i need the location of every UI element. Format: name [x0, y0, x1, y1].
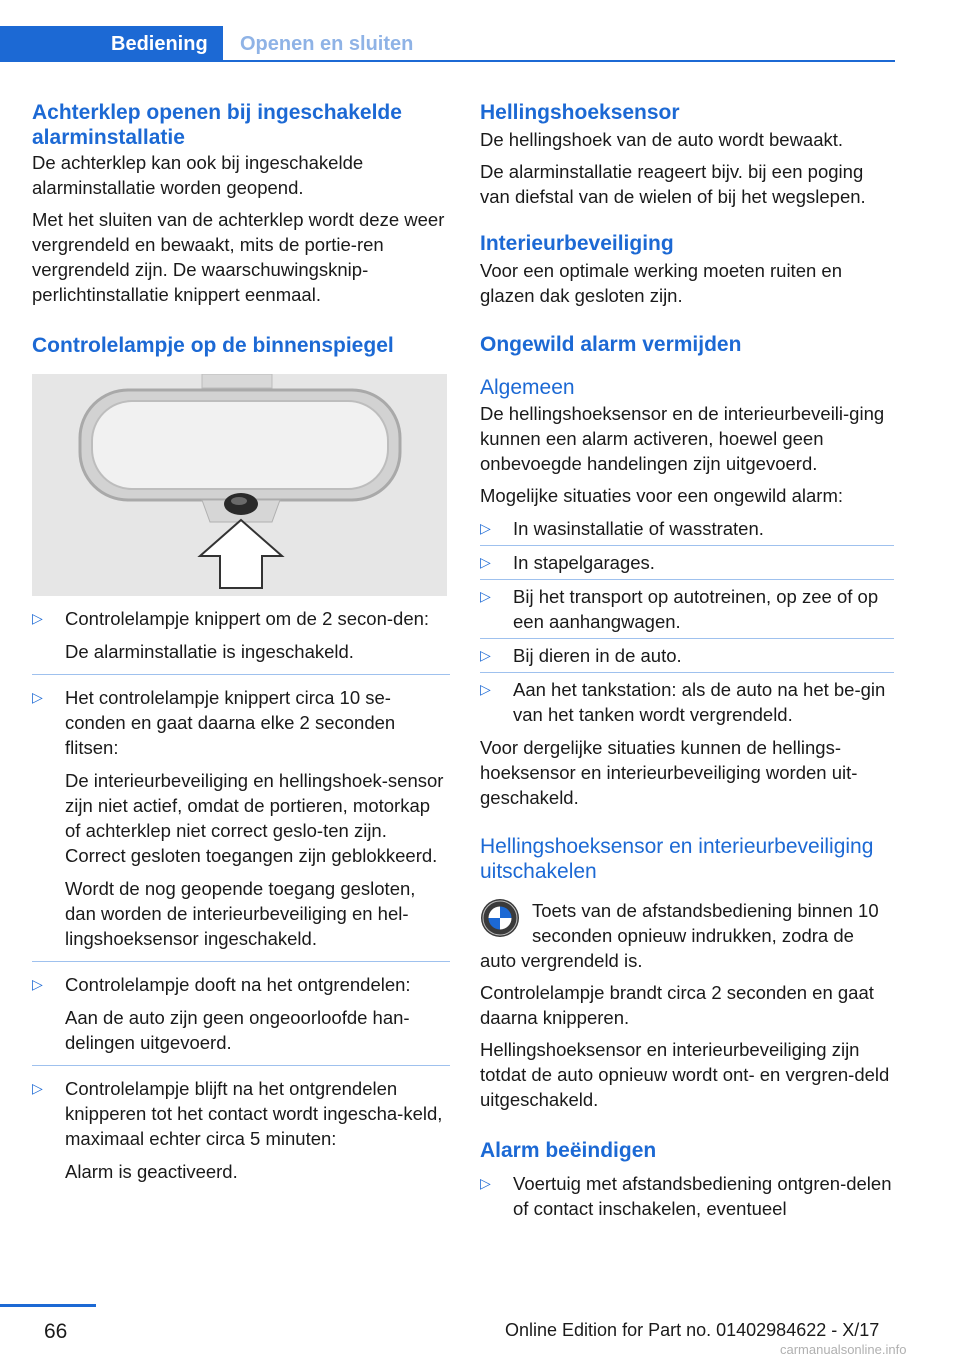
triangle-bullet-icon: ▷: [480, 554, 491, 570]
list-item: [32, 675, 450, 961]
list-item: [480, 673, 894, 731]
mirror-illustration: [32, 374, 447, 596]
triangle-bullet-icon: ▷: [480, 681, 491, 697]
triangle-bullet-icon: ▷: [32, 1080, 43, 1096]
triangle-bullet-icon: ▷: [480, 520, 491, 536]
list-item: [480, 580, 894, 638]
heading-ongewild-alarm: Ongewild alarm vermijden: [480, 333, 742, 356]
list-item-text: Bij het transport op autotreinen, op zee of op een aanhangwagen.: [513, 586, 879, 632]
paragraph: Hellingshoeksensor en interieurbeveiliging zijn totdat de auto opnieuw wordt ont- en vergren‐deld uitgeschakeld.: [480, 1039, 890, 1110]
paragraph: Toets van de afstandsbediening binnen 10 seconden opnieuw indrukken, zodra de auto vergrendeld is.: [480, 900, 879, 971]
list-item: [480, 639, 894, 672]
page-number: 66: [44, 1320, 68, 1343]
heading-uitschakelen: Hellingshoeksensor en interieurbeveiliging uitschakelen: [480, 835, 874, 883]
end-alarm-list: [480, 1171, 894, 1221]
tab-bediening[interactable]: Bediening: [0, 26, 223, 62]
remote-instruction: [480, 898, 894, 973]
right-column: [480, 100, 894, 1221]
heading-hellingshoeksensor: Hellingshoeksensor: [480, 101, 680, 124]
list-item: [32, 962, 450, 1065]
list-item-text: Het controlelampje knippert circa 10 se‐conden en gaat daarna elke 2 seconden flitsen:: [65, 687, 396, 758]
paragraph: Controlelampje brandt circa 2 seconden en gaat daarna knipperen.: [480, 982, 874, 1028]
list-item: [480, 546, 894, 579]
list-item-text: De alarminstallatie is ingeschakeld.: [65, 641, 354, 662]
edition-text: Online Edition for Part no. 01402984622 - X/17: [505, 1320, 880, 1340]
paragraph: Met het sluiten van de achterklep wordt deze weer vergrendeld en bewaakt, mits de portie‐ren vergrendeld zijn. De waarschuwingsknip‐perlichtinstallatie knippert eenmaal.: [32, 209, 445, 305]
mirror-figure: [32, 374, 447, 596]
triangle-bullet-icon: ▷: [480, 588, 491, 604]
list-item-text: De interieurbeveiliging en hellingshoek‐sensor zijn niet actief, omdat de portieren, motorkap of achterklep niet correct geslo‐ten zijn. Correct gesloten toegangen zijn geblokkeerd.: [65, 770, 444, 866]
watermark: carmanualsonline.info: [780, 1342, 907, 1357]
triangle-bullet-icon: ▷: [480, 647, 491, 663]
triangle-bullet-icon: ▷: [32, 976, 43, 992]
list-item: [32, 596, 450, 674]
list-item-text: Voertuig met afstandsbediening ontgren‐delen of contact inschakelen, eventueel: [513, 1173, 892, 1219]
paragraph: De alarminstallatie reageert bijv. bij een poging van diefstal van de wielen of bij het wegslepen.: [480, 161, 866, 207]
heading-interieurbeveiliging: Interieurbeveiliging: [480, 232, 674, 255]
list-item-text: Wordt de nog geopende toegang gesloten, dan worden de interieurbeveiliging en hel‐lingshoeksensor ingeschakeld.: [65, 878, 416, 949]
page-header: [0, 0, 960, 62]
list-item: [480, 1171, 894, 1221]
header-divider: [0, 60, 895, 62]
list-item: [32, 1066, 450, 1194]
paragraph: Voor een optimale werking moeten ruiten en glazen dak gesloten zijn.: [480, 260, 842, 306]
indicator-list: [32, 596, 450, 1194]
list-item-text: In stapelgarages.: [513, 552, 655, 573]
heading-alarm-beeindigen: Alarm beëindigen: [480, 1139, 657, 1162]
left-column: [32, 100, 450, 1194]
paragraph: Voor dergelijke situaties kunnen de hellings‐hoeksensor en interieurbeveiliging worden uit‐geschakeld.: [480, 737, 858, 808]
list-item-text: In wasinstallatie of wasstraten.: [513, 518, 764, 539]
heading-controlelampje: Controlelampje op de binnenspiegel: [32, 334, 394, 357]
paragraph: De achterklep kan ook bij ingeschakelde alarminstallatie worden geopend.: [32, 152, 364, 198]
list-item-text: Controlelampje blijft na het ontgrendelen knipperen tot het contact wordt ingescha‐keld, maximaal echter circa 5 minuten:: [65, 1078, 443, 1149]
list-item: [480, 512, 894, 545]
footer-divider: [0, 1304, 96, 1307]
bmw-logo-icon: [480, 898, 520, 938]
heading-algemeen: Algemeen: [480, 376, 575, 399]
list-item-text: Aan de auto zijn geen ongeoorloofde han‐delingen uitgevoerd.: [65, 1007, 410, 1053]
tab-openen-en-sluiten[interactable]: Openen en sluiten: [240, 33, 414, 55]
triangle-bullet-icon: ▷: [32, 689, 43, 705]
list-item-text: Controlelampje knippert om de 2 secon‐den:: [65, 608, 430, 629]
situations-list: [480, 512, 894, 731]
paragraph: Mogelijke situaties voor een ongewild alarm:: [480, 485, 843, 506]
triangle-bullet-icon: ▷: [480, 1175, 491, 1191]
list-item-text: Alarm is geactiveerd.: [65, 1161, 238, 1182]
triangle-bullet-icon: ▷: [32, 610, 43, 626]
heading-achterklep: Achterklep openen bij ingeschakelde alarminstallatie: [32, 101, 402, 149]
list-item-text: Bij dieren in de auto.: [513, 645, 682, 666]
list-item-text: Controlelampje dooft na het ontgrendelen:: [65, 974, 411, 995]
paragraph: De hellingshoeksensor en de interieurbeveili‐ging kunnen een alarm activeren, hoewel geen onbevoegde handelingen zijn uitgevoerd.: [480, 403, 885, 474]
list-item-text: Aan het tankstation: als de auto na het be‐gin van het tanken wordt vergrendeld.: [513, 679, 886, 725]
paragraph: De hellingshoek van de auto wordt bewaakt.: [480, 129, 844, 150]
